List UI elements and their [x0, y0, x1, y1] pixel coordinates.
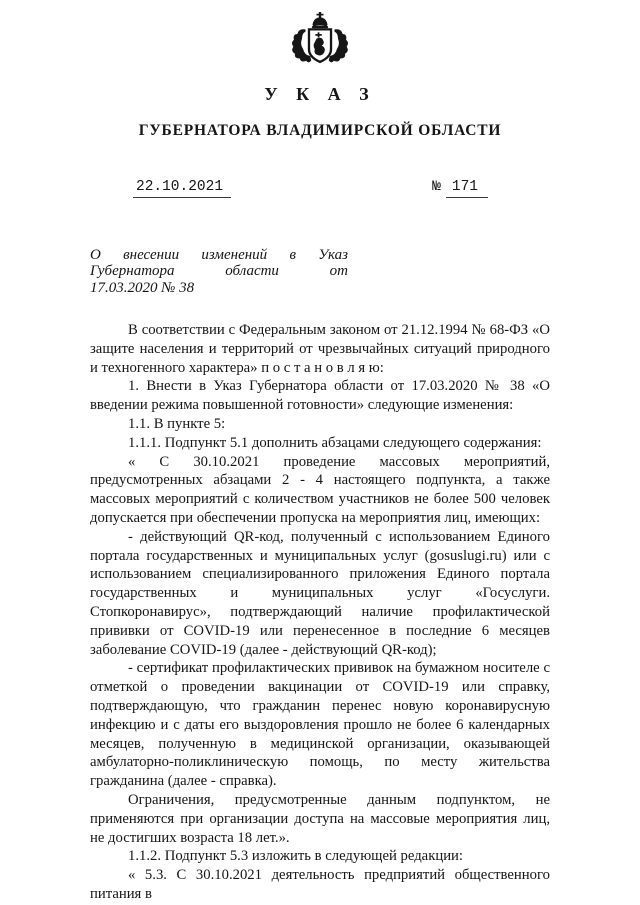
body-paragraph: « 5.3. С 30.10.2021 деятельность предприятий общественного питания в [90, 867, 550, 902]
body-paragraph: « С 30.10.2021 проведение массовых мероприятий, предусмотренных абзацами 2 - 4 настоящего подпункта, а также массовых мероприятий с количеством участников не более 500 человек допускается при обеспечении пропуска на мероприятия лиц, имеющих: [90, 453, 550, 526]
document-issuer: ГУБЕРНАТОРА ВЛАДИМИРСКОЙ ОБЛАСТИ [138, 122, 502, 139]
vladimir-oblast-coat-of-arms-icon [288, 12, 352, 70]
number-sign: № [432, 179, 441, 195]
document-title: У К А З [264, 84, 376, 104]
document-number-block [432, 179, 488, 198]
body-paragraph: - действующий QR-код, полученный с использованием Единого портала государственных и муниципальных услуг (gosuslugi.ru) или с использованием специализированного приложения Единого портала государственных и муниципальных услуг «Госуслуги. Стопкоронавирус», подтверждающий наличие профилактической прививки от COVID-19 или перенесенное в последние 6 месяцев заболевание COVID-19 (далее - действующий QR-код); [90, 528, 550, 658]
document-date: 22.10.2021 [133, 179, 231, 198]
body-paragraph: 1.1.2. Подпункт 5.3 изложить в следующей редакции: [128, 848, 464, 865]
document-number: 171 [446, 179, 488, 198]
body-paragraph: 1.1.1. Подпункт 5.1 дополнить абзацами следующего содержания: [128, 434, 542, 451]
subject-line: 17.03.2020 № 38 [90, 279, 195, 296]
subject-line: Губернатора области от [90, 263, 348, 280]
date-number-row [133, 179, 488, 198]
coat-of-arms [0, 12, 640, 70]
document-subject [90, 247, 348, 296]
document-body [90, 321, 550, 904]
body-paragraph: В соответствии с Федеральным законом от 21.12.1994 № 68-ФЗ «О защите населения и территорий от чрезвычайных ситуаций природного и техногенного характера» п о с т а н о в л я ю: [90, 322, 550, 376]
body-paragraph: 1.1. В пункте 5: [128, 415, 226, 432]
body-paragraph: - сертификат профилактических прививок на бумажном носителе с отметкой о проведении вакцинации от COVID-19 или справку, подтверждающую, что гражданин перенес новую коронавирусную инфекцию и с даты его выздоровления прошло не более 6 календарных месяцев, полученную в медицинской организации, оказывающей амбулаторно-поликлиническую помощь, по месту жительства гражданина (далее - справка). [90, 660, 550, 790]
body-paragraph: 1. Внести в Указ Губернатора области от 17.03.2020 № 38 «О введении режима повышенной готовности» следующие изменения: [90, 378, 550, 414]
body-paragraph: Ограничения, предусмотренные данным подпунктом, не применяются при организации доступа на массовые мероприятия лиц, не достигших возраста 18 лет.». [90, 791, 550, 846]
subject-line: О внесении изменений в Указ [90, 247, 348, 263]
